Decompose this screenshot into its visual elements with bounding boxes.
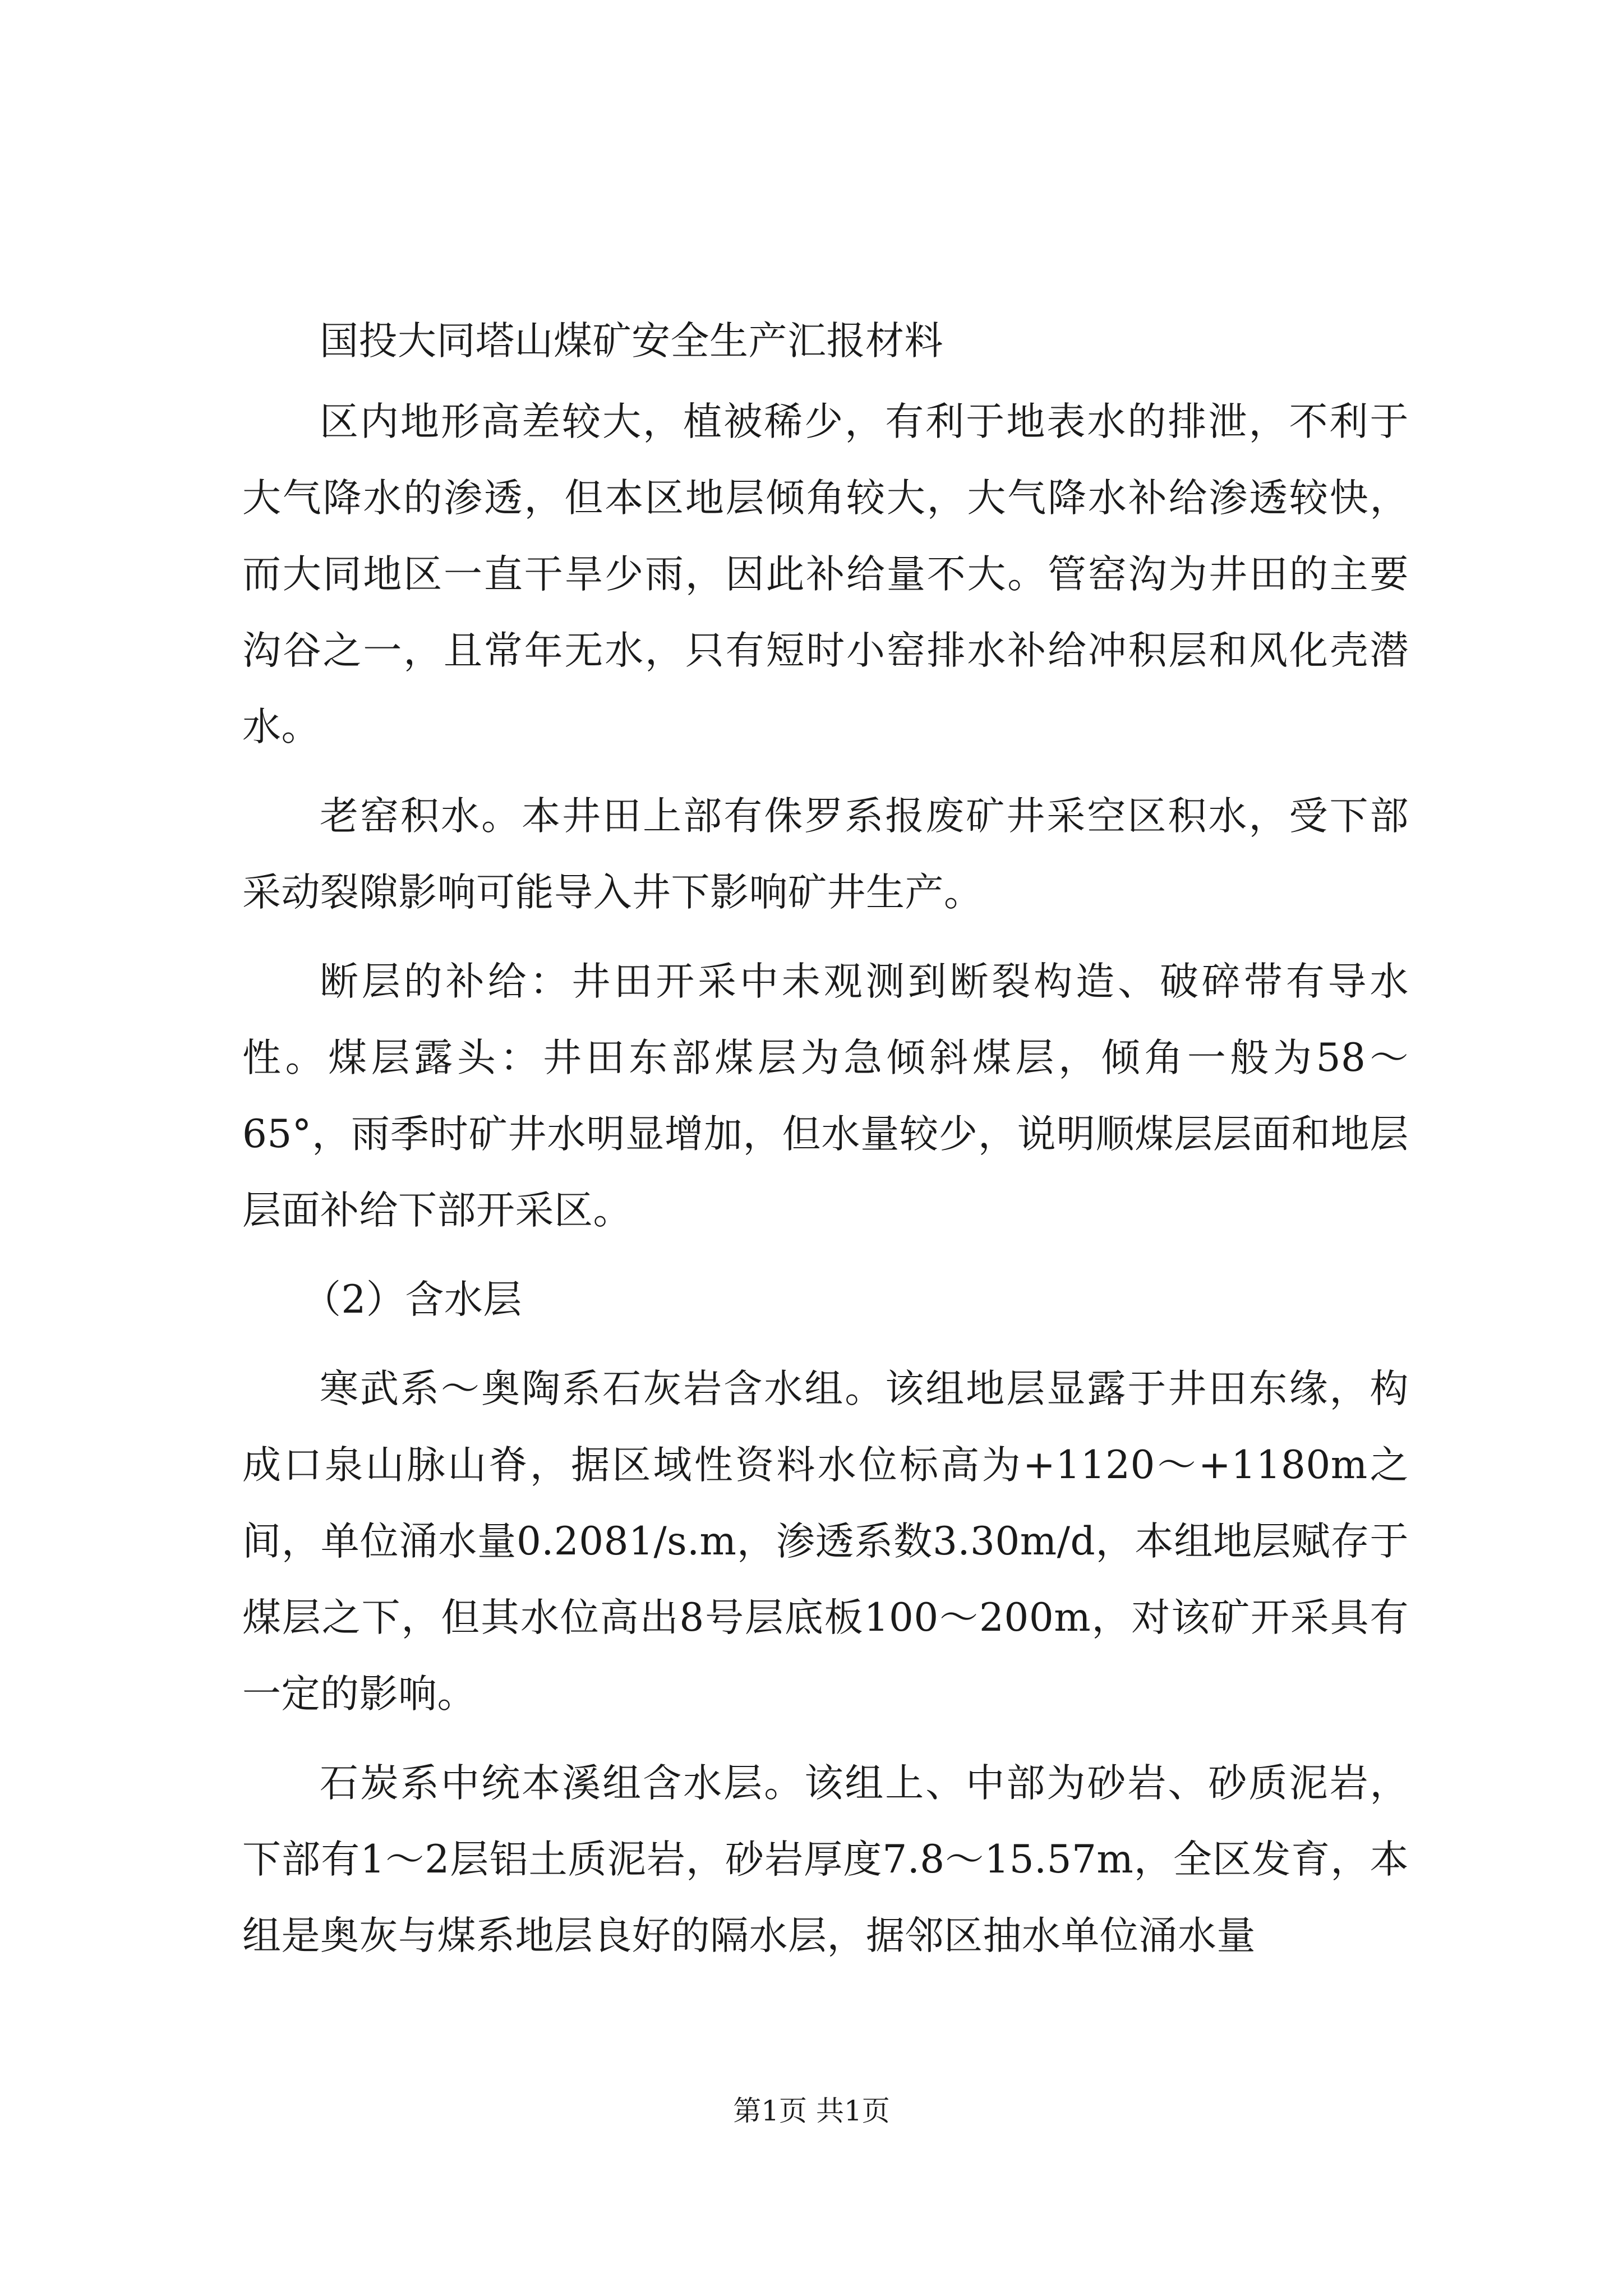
paragraph-surface-water: 区内地形高差较大，植被稀少，有利于地表水的排泄，不利于大气降水的渗透，但本区地层倾角较大，大气降水补给渗透较快，而大同地区一直干旱少雨，因此补给量不大。管窑沟为井田的主要沟谷之一，且常年无水，只有短时小窑排水补给冲积层和风化壳潜水。: [242, 399, 1409, 749]
document-title: 国投大同塔山煤矿安全生产汇报材料: [320, 319, 943, 364]
paragraph-old-kiln-water: 老窑积水。本井田上部有侏罗系报废矿井采空区积水，受下部采动裂隙影响可能导入井下影响矿井生产。: [242, 794, 1409, 915]
page-footer: 第1页 共1页: [733, 2095, 890, 2127]
paragraph-limestone-aquifer: 寒武系～奥陶系石灰岩含水组。该组地层显露于井田东缘，构成口泉山脉山脊，据区域性资料水位标高为+1120～+1180m之间，单位涌水量0.2081/s.m，渗透系数3.30m/d，本组地层赋存于煤层之下，但其水位高出8号层底板100～200m，对该矿开采具有一定的影响。: [242, 1366, 1409, 1717]
paragraph-fault-recharge: 断层的补给：井田开采中未观测到断裂构造、破碎带有导水性。煤层露头：井田东部煤层为急倾斜煤层，倾角一般为58～65°，雨季时矿井水明显增加，但水量较少，说明顺煤层层面和地层层面补给下部开采区。: [242, 959, 1409, 1233]
paragraph-benxi-aquifer: 石炭系中统本溪组含水层。该组上、中部为砂岩、砂质泥岩，下部有1～2层铝土质泥岩，砂岩厚度7.8～15.57m，全区发育，本组是奥灰与煤系地层良好的隔水层，据邻区抽水单位涌水量: [242, 1761, 1409, 1958]
document-body: [242, 303, 1409, 1987]
section-heading-aquifer: （2）含水层: [302, 1277, 522, 1322]
